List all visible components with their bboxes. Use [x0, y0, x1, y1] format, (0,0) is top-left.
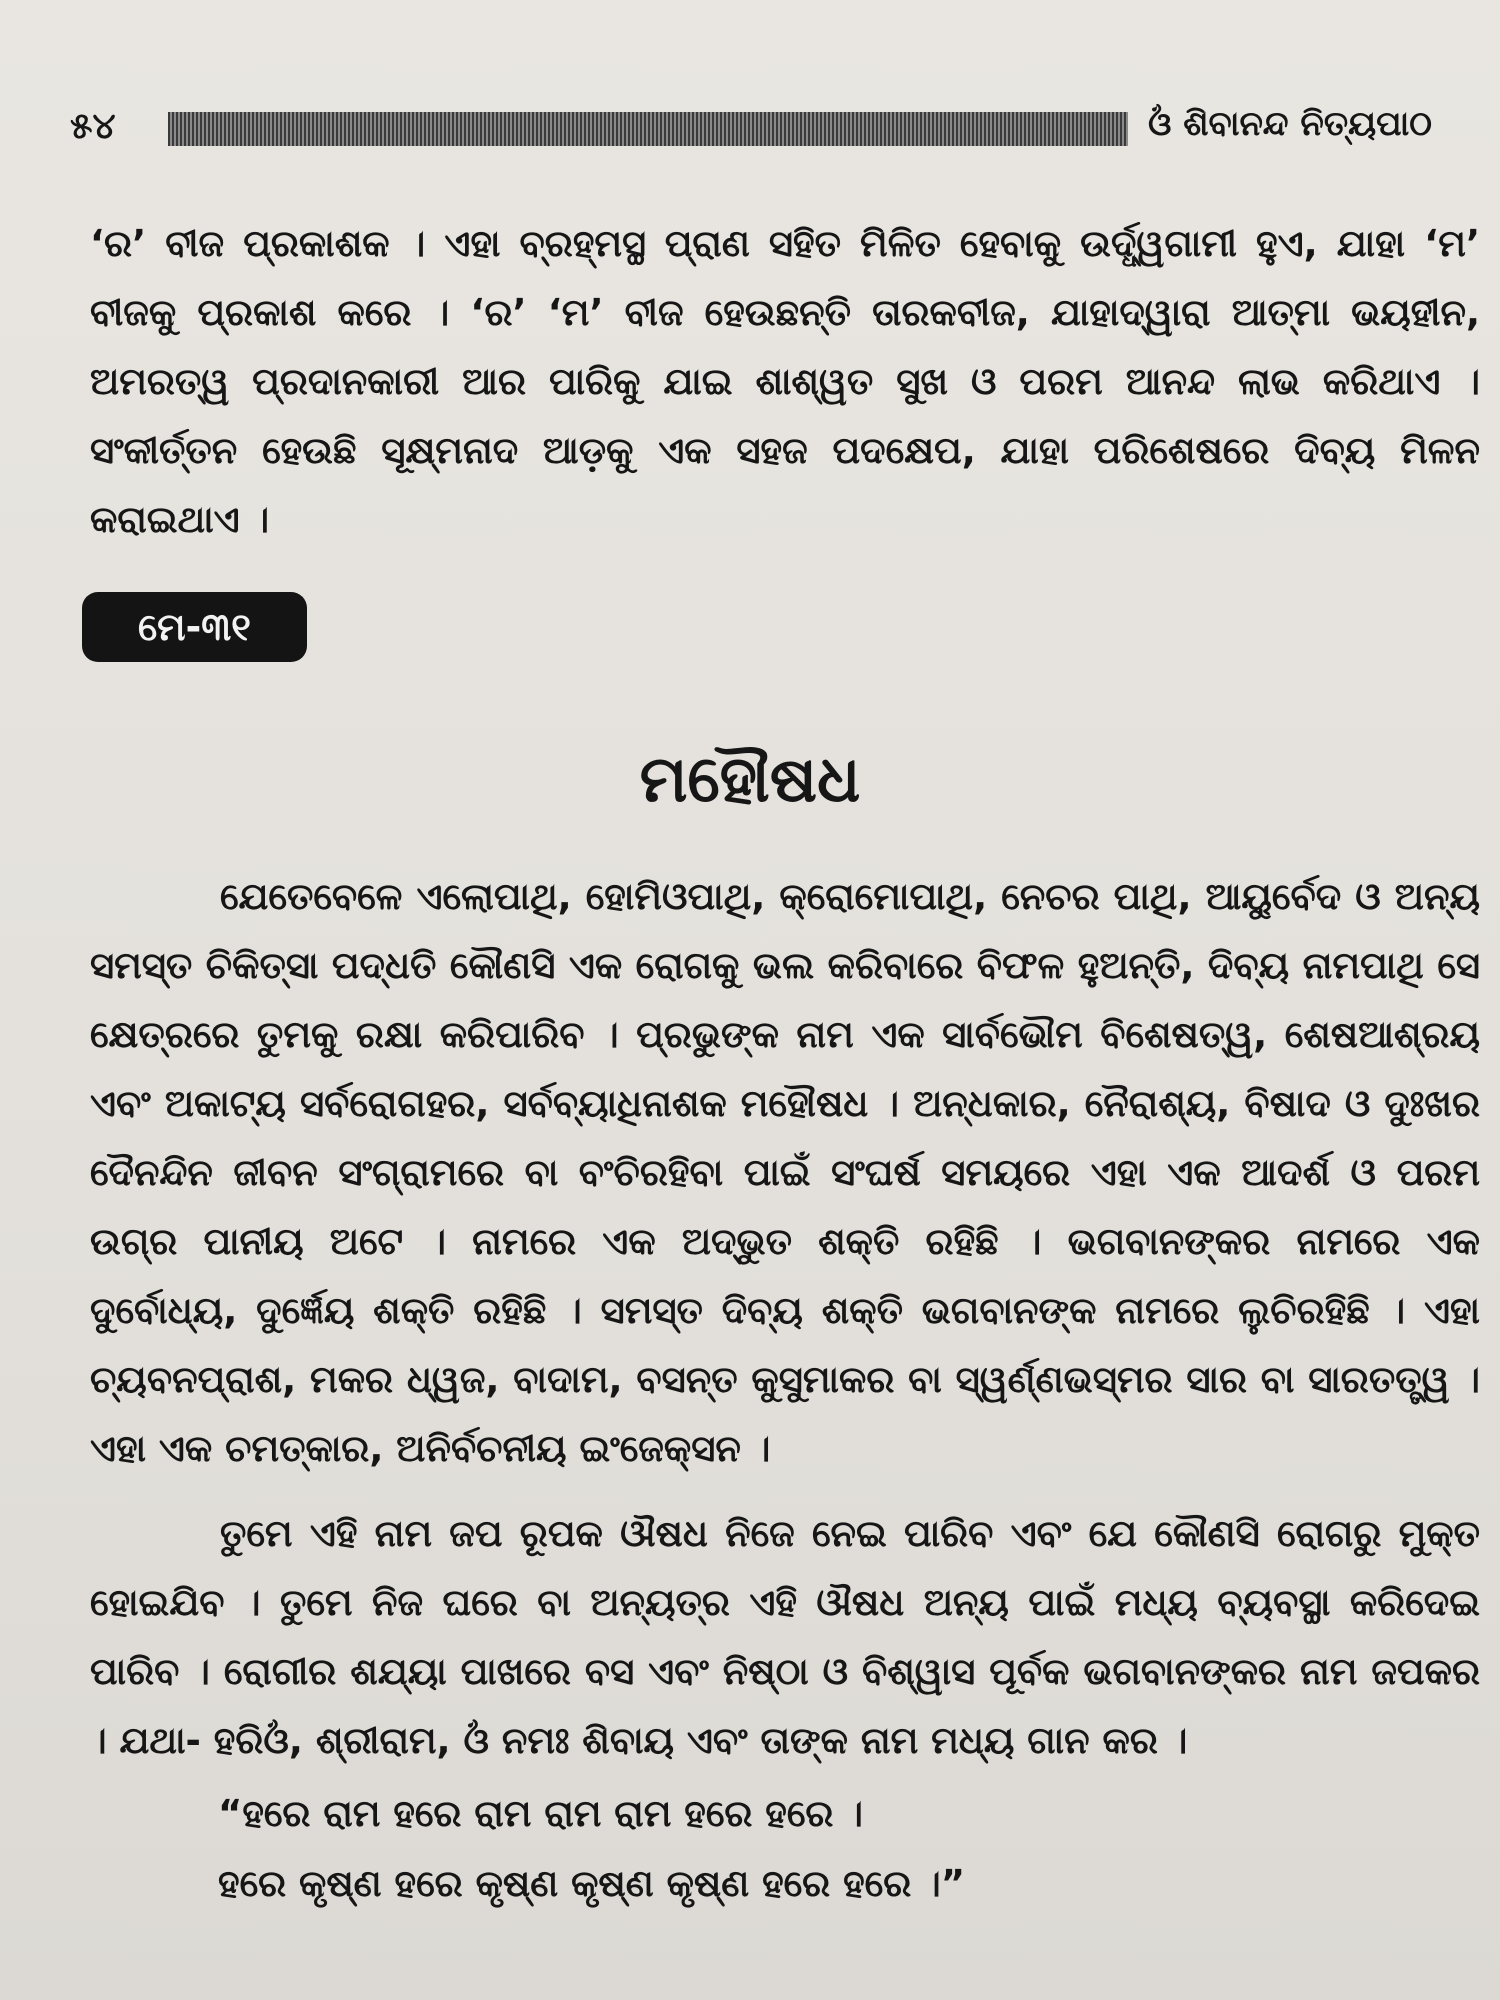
running-title: ଓଁ ଶିବାନନ୍ଦ ନିତ୍ୟପାଠ	[1148, 104, 1432, 144]
mantra-line: “ହରେ ରାମ ହରେ ରାମ ରାମ ରାମ ହରେ ହରେ ।	[218, 1792, 863, 1835]
header-rule	[168, 112, 1128, 146]
intro-paragraph: ‘ର’ ବୀଜ ପ୍ରକାଶକ । ଏହା ବ୍ରହ୍ମସ୍ଥ ପ୍ରାଣ ସହିତ ମିଳିତ ହେବାକୁ ଉର୍ଦ୍ଧ୍ୱଗାମୀ ହୁଏ, ଯାହା ‘ମ’ ବୀଜକୁ ପ୍ରକାଶ କରେ । ‘ର’ ‘ମ’ ବୀଜ ହେଉଛନ୍ତି ତାରକବୀଜ, ଯାହାଦ୍ୱାରା ଆତ୍ମା ଭୟହୀନ, ଅମରତ୍ୱ ପ୍ରଦାନକାରୀ ଆର ପାରିକୁ ଯାଇ ଶାଶ୍ୱତ ସୁଖ ଓ ପରମ ଆନନ୍ଦ ଲାଭ କରିଥାଏ । ସଂକୀର୍ତ୍ତନ ହେଉଛି ସୂକ୍ଷ୍ମନାଦ ଆଡ଼କୁ ଏକ ସହଜ ପଦକ୍ଷେପ, ଯାହା ପରିଶେଷରେ ଦିବ୍ୟ ମିଳନ କରାଇଥାଏ ।	[90, 222, 1480, 541]
date-badge: ମେ-୩୧	[82, 592, 307, 662]
page-header	[70, 100, 1500, 160]
section-title: ମହୌଷଧ	[639, 742, 861, 817]
body-paragraph	[90, 1499, 1480, 1775]
body-paragraph	[90, 862, 1480, 1483]
page-number: ୫୪	[70, 106, 116, 147]
body-paragraph-text: ଯେତେବେଳେ ଏଲୋପାଥି, ହୋମିଓପାଥି, କ୍ରୋମୋପାଥି, ନେଚର ପାଥି, ଆୟୁର୍ବେଦ ଓ ଅନ୍ୟ ସମସ୍ତ ଚିକିତ୍ସା ପଦ୍ଧତି କୌଣସି ଏକ ରୋଗକୁ ଭଲ କରିବାରେ ବିଫଳ ହୁଅନ୍ତି, ଦିବ୍ୟ ନାମପାଥି ସେ କ୍ଷେତ୍ରରେ ତୁମକୁ ରକ୍ଷା କରିପାରିବ । ପ୍ରଭୁଙ୍କ ନାମ ଏକ ସାର୍ବଭୌମ ବିଶେଷତ୍ୱ, ଶେଷଆଶ୍ରୟ ଏବଂ ଅକାଟ୍ୟ ସର୍ବରୋଗହର, ସର୍ବବ୍ୟାଧିନାଶକ ମହୌଷଧ । ଅନ୍ଧକାର, ନୈରାଶ୍ୟ, ବିଷାଦ ଓ ଦୁଃଖର ଦୈନନ୍ଦିନ ଜୀବନ ସଂଗ୍ରାମରେ ବା ବଂଚିରହିବା ପାଇଁ ସଂଘର୍ଷ ସମୟରେ ଏହା ଏକ ଆଦର୍ଶ ଓ ପରମ ଉଗ୍ର ପାନୀୟ ଅଟେ । ନାମରେ ଏକ ଅଦ୍ଭୁତ ଶକ୍ତି ରହିଛି । ଭଗବାନଙ୍କର ନାମରେ ଏକ ଦୁର୍ବୋଧ୍ୟ, ଦୁର୍ଜ୍ଞେୟ ଶକ୍ତି ରହିଛି । ସମସ୍ତ ଦିବ୍ୟ ଶକ୍ତି ଭଗବାନଙ୍କ ନାମରେ ଲୁଚିରହିଛି । ଏହା ଚ୍ୟବନପ୍ରାଶ, ମକର ଧ୍ୱଜ, ବାଦାମ, ବସନ୍ତ କୁସୁମାକର ବା ସ୍ୱର୍ଣ୍ଣଭସ୍ମର ସାର ବା ସାରତତ୍ତ୍ୱ । ଏହା ଏକ ଚମତ୍କାର, ଅନିର୍ବଚନୀୟ ଇଂଜେକ୍ସନ ।	[90, 875, 1480, 1470]
mantra-line: ହରେ କୃଷ୍ଣ ହରେ କୃଷ୍ଣ କୃଷ୍ଣ କୃଷ୍ଣ ହରେ ହରେ ।”	[218, 1862, 966, 1905]
body-paragraph-text: ତୁମେ ଏହି ନାମ ଜପ ରୂପକ ଔଷଧ ନିଜେ ନେଇ ପାରିବ ଏବଂ ଯେ କୌଣସି ରୋଗରୁ ମୁକ୍ତ ହୋଇଯିବ । ତୁମେ ନିଜ ଘରେ ବା ଅନ୍ୟତ୍ର ଏହି ଔଷଧ ଅନ୍ୟ ପାଇଁ ମଧ୍ୟ ବ୍ୟବସ୍ଥା କରିଦେଇ ପାରିବ । ରୋଗୀର ଶଯ୍ୟା ପାଖରେ ବସ ଏବଂ ନିଷ୍ଠା ଓ ବିଶ୍ୱାସ ପୂର୍ବକ ଭଗବାନଙ୍କର ନାମ ଜପକର । ଯଥା- ହରିଓଁ, ଶ୍ରୀରାମ, ଓଁ ନମଃ ଶିବାୟ ଏବଂ ତାଙ୍କ ନାମ ମଧ୍ୟ ଗାନ କର ।	[90, 1512, 1480, 1762]
